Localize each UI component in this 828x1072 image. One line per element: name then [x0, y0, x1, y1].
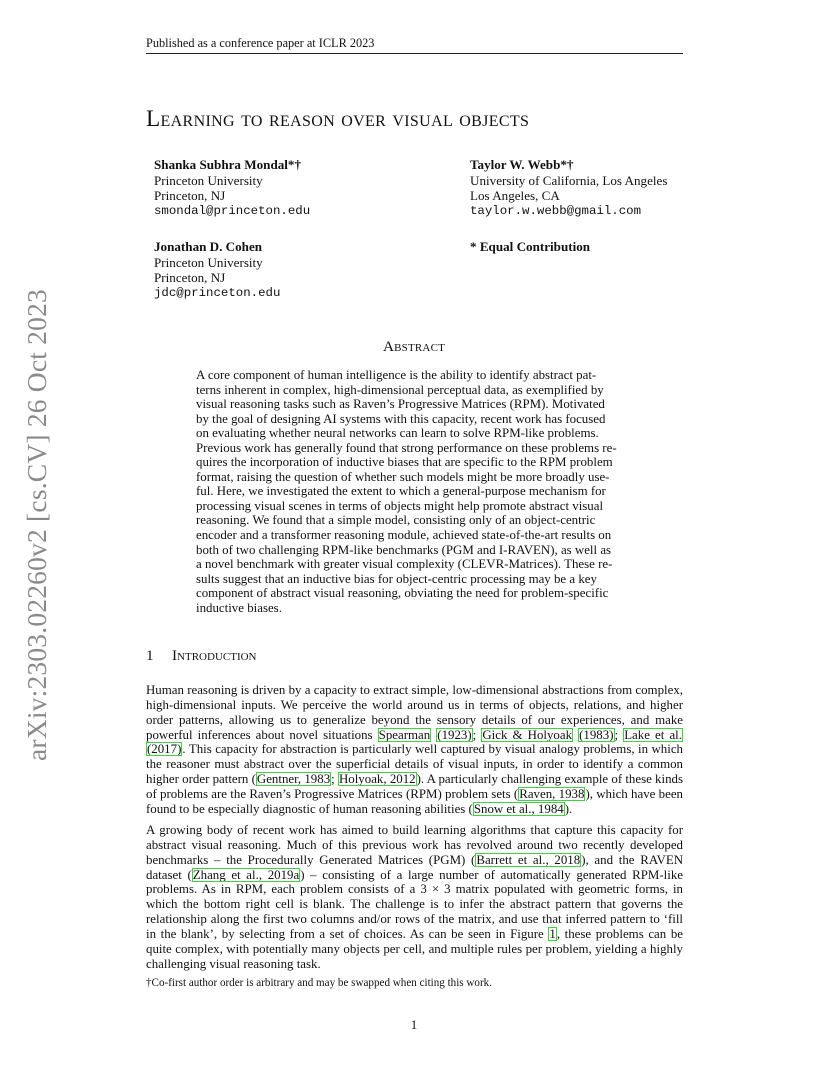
paragraph-text: ). — [564, 801, 573, 816]
citation-link[interactable]: Gick & Holyoak — [482, 727, 573, 742]
abstract-line: inductive biases. — [196, 600, 282, 615]
author-email: smondal@princeton.edu — [154, 203, 311, 218]
abstract-body — [196, 368, 634, 615]
citation-link[interactable]: Raven, 1938 — [519, 786, 585, 801]
footnote: †Co-first author order is arbitrary and may be swapped when citing this work. — [146, 977, 492, 989]
author-affiliation: University of California, Los Angeles — [470, 172, 668, 188]
author-affiliation: Princeton University — [154, 254, 263, 270]
arxiv-stamp-text: arXiv:2303.02260v2 [cs.CV] 26 Oct 2023 — [21, 289, 52, 761]
author-name: Taylor W. Webb*† — [470, 157, 574, 172]
paragraph-text: A growing body of recent work has aimed to build learning algorithms that capture this capacity for abstract visual reasoning. Much of this previous work has revolved around two recently developed benchmarks – the Procedurally Generated Matrices (PGM) ( — [146, 823, 683, 867]
abstract-line: ful. Here, we investigated the extent to which a general-purpose mechanism for — [196, 484, 606, 499]
abstract-line: reasoning. We found that a simple model, consisting only of an object-centric — [196, 513, 596, 528]
abstract-line: sults suggest that an inductive bias for object-centric processing may be a key — [196, 571, 597, 586]
abstract-line: visual reasoning tasks such as Raven’s Progressive Matrices (RPM). Motivated — [196, 397, 605, 412]
running-header: Published as a conference paper at ICLR 2023 — [146, 36, 375, 50]
paper-title: Learning to reason over visual objects — [146, 106, 530, 132]
paragraph-text: ), which have been found to be especially diagnostic of human reasoning abilities ( — [146, 786, 683, 816]
equal-contribution-note: * Equal Contribution — [470, 239, 591, 254]
header-rule — [146, 53, 683, 54]
author-location: Los Angeles, CA — [470, 188, 560, 204]
paragraph-text: ; — [472, 727, 482, 742]
author-email: jdc@princeton.edu — [154, 285, 281, 300]
abstract-heading: Abstract — [382, 338, 446, 355]
citation-link[interactable]: Zhang et al., 2019a — [192, 867, 300, 882]
author-block-2 — [470, 157, 667, 219]
intro-paragraph-1 — [146, 683, 683, 817]
paragraph-text: ) – consisting of a large number of automatically generated RPM-like problems. As in RPM, each problem consists of a 3 × 3 matrix populated with geometric forms, in which the bottom right cell is blank. The challenge is to infer the abstract pattern that governs the relationship along the first two columns and/or rows of the matrix, and use that inferred pattern to ‘fill in the blank’, by selecting from a set of choices. As can be seen in Figure — [146, 867, 684, 941]
arxiv-identifier-stamp — [20, 290, 54, 760]
abstract-line: component of abstract visual reasoning, obviating the need for problem-specific — [196, 586, 609, 601]
paragraph-text: , these problems can be quite complex, with potentially many objects per cell, and multiple rules per problem, yielding a highly challenging visual reasoning task. — [146, 926, 683, 971]
abstract-line: by the goal of designing AI systems with this capacity, recent work has focused — [196, 411, 606, 426]
citation-link[interactable]: (1983) — [579, 727, 614, 742]
author-location: Princeton, NJ — [154, 188, 226, 204]
author-block-3 — [154, 239, 280, 301]
abstract-line: a novel benchmark with greater visual complexity (CLEVR-Matrices). These re- — [196, 557, 613, 572]
section-heading-introduction — [146, 647, 257, 665]
paragraph-text: ; — [614, 727, 624, 742]
citation-link[interactable]: (2017) — [147, 742, 182, 757]
citation-link[interactable]: Barrett et al., 2018 — [476, 852, 581, 867]
abstract-line: processing visual scenes in terms of objects might help promote abstract visual — [196, 498, 604, 513]
citation-link[interactable]: Snow et al., 1984 — [473, 801, 564, 816]
section-number: 1 — [146, 647, 154, 664]
abstract-line: Previous work has generally found that strong performance on these problems re- — [196, 440, 617, 455]
intro-paragraph-2 — [146, 823, 683, 971]
author-email: taylor.w.webb@gmail.com — [470, 203, 642, 218]
abstract-line: A core component of human intelligence is the ability to identify abstract pat- — [196, 368, 597, 382]
author-name: Shanka Subhra Mondal*† — [154, 157, 302, 172]
abstract-line: both of two challenging RPM-like benchmarks (PGM and I-RAVEN), as well as — [196, 542, 612, 557]
author-affiliation: Princeton University — [154, 172, 263, 188]
abstract-line: quires the incorporation of inductive biases that are specific to the RPM problem — [196, 455, 613, 470]
abstract-line: format, raising the question of whether such models might be more broadly use- — [196, 469, 610, 484]
author-name: Jonathan D. Cohen — [154, 239, 263, 254]
paragraph-text: . This capacity for abstraction is particularly well captured by visual analogy problems, in which the reasoner must abstract over the superficial details of visual inputs, in order to identify a common higher order pattern ( — [146, 742, 683, 787]
section-title: Introduction — [172, 647, 257, 664]
author-location: Princeton, NJ — [154, 270, 226, 286]
abstract-line: encoder and a transformer reasoning module, achieved state-of-the-art results on — [196, 528, 612, 543]
citation-link[interactable]: Lake et al. — [624, 727, 682, 742]
citation-link[interactable]: Holyoak, 2012 — [338, 772, 416, 787]
figure-reference-link[interactable]: 1 — [549, 926, 556, 941]
page-number: 1 — [410, 1017, 418, 1032]
citation-link[interactable]: (1923) — [437, 727, 472, 742]
paragraph-text: Human reasoning is driven by a capacity to extract simple, low-dimensional abstractions from complex, high-dimensional inputs. We perceive the world around us in terms of objects, relations, and higher order patterns, allowing us to generalize beyond the sensory details of our experiences, and make powerful inferences about novel situations — [146, 683, 683, 742]
paragraph-text: ). A particularly challenging example of these kinds of problems are the Raven’s Progressive Matrices (RPM) problem sets ( — [146, 772, 683, 801]
paragraph-text: ), and the RAVEN dataset ( — [146, 852, 684, 882]
abstract-line: on evaluating whether neural networks can learn to solve RPM-like problems. — [196, 426, 599, 441]
citation-link[interactable]: Gentner, 1983 — [256, 772, 331, 787]
paragraph-text: ; — [331, 772, 338, 787]
author-block-1 — [154, 157, 310, 219]
citation-link[interactable]: Spearman — [378, 727, 431, 742]
abstract-line: terns inherent in complex, high-dimensional perceptual data, as exemplified by — [196, 382, 604, 397]
